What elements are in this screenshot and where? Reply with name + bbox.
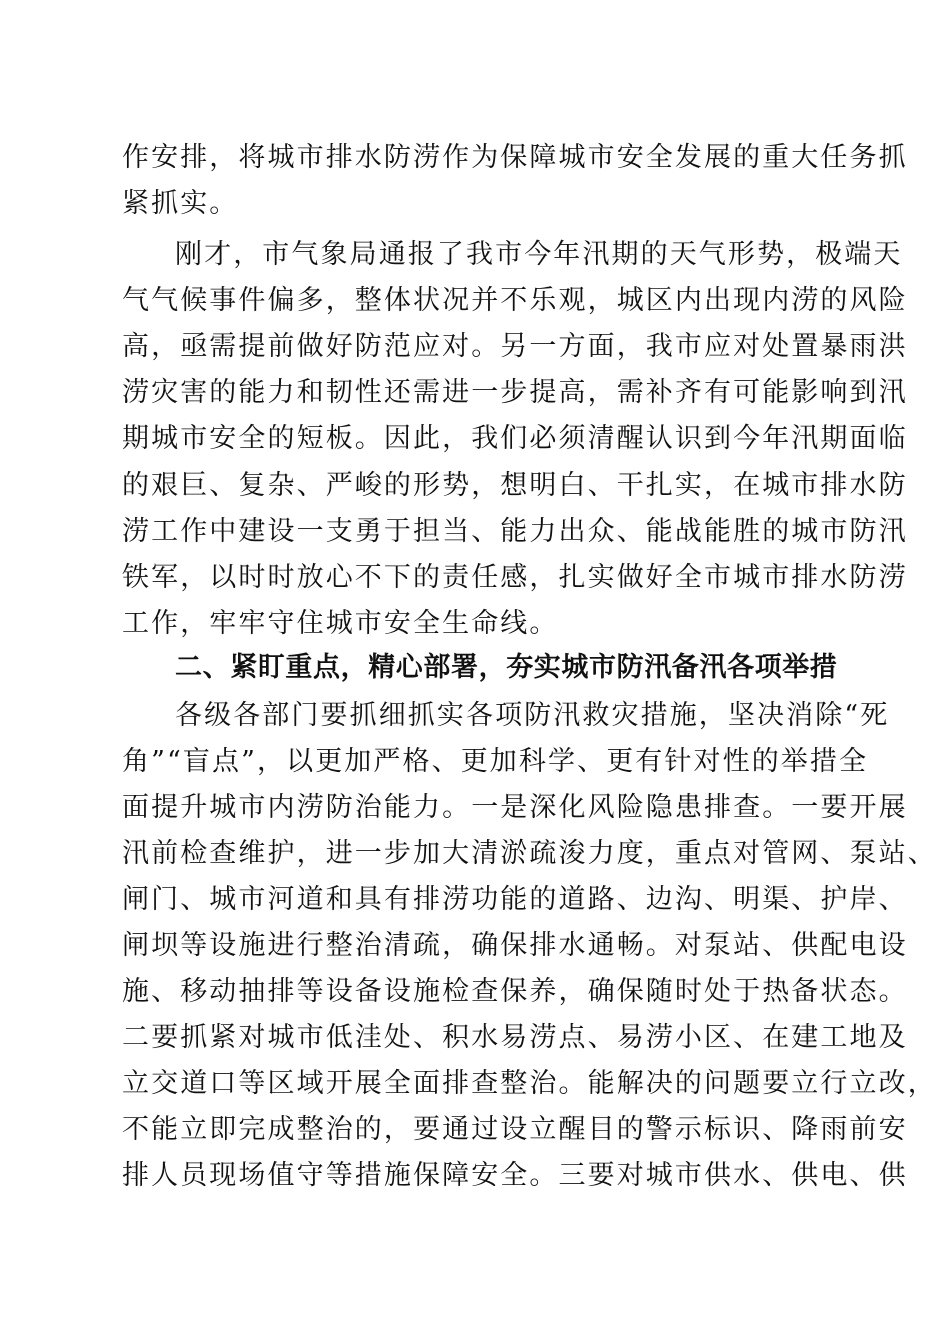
paragraph-line: 铁军，以时时放心不下的责任感，扎实做好全市城市排水防涝 [122,562,908,593]
paragraph-line: 施、移动抽排等设备设施检查保养，确保随时处于热备状态。 [122,976,908,1007]
paragraph-line: 角”“盲点”，以更加严格、更加科学、更有针对性的举措全 [122,746,869,777]
paragraph-line: 闸门、城市河道和具有排涝功能的道路、边沟、明渠、护岸、 [122,884,908,915]
paragraph-line: 期城市安全的短板。因此，我们必须清醒认识到今年汛期面临 [122,423,908,454]
paragraph-line: 涝灾害的能力和韧性还需进一步提高，需补齐有可能影响到汛 [122,377,908,408]
paragraph-line: 高，亟需提前做好防范应对。另一方面，我市应对处置暴雨洪 [122,331,908,362]
paragraph-line: 涝工作中建设一支勇于担当、能力出众、能战能胜的城市防汛 [122,516,908,547]
paragraph-line: 不能立即完成整治的，要通过设立醒目的警示标识、降雨前安 [122,1114,908,1145]
paragraph-line: 立交道口等区域开展全面排查整治。能解决的问题要立行立改， [122,1068,937,1099]
paragraph-line: 各级各部门要抓细抓实各项防汛救灾措施，坚决消除“死 [175,700,890,731]
paragraph-line: 的艰巨、复杂、严峻的形势，想明白、干扎实，在城市排水防 [122,470,908,501]
section-heading: 二、紧盯重点，精心部署，夯实城市防汛备汛各项举措 [175,652,838,683]
paragraph-line: 气气候事件偏多，整体状况并不乐观，城区内出现内涝的风险 [122,285,908,316]
paragraph-line: 作安排，将城市排水防涝作为保障城市安全发展的重大任务抓 [122,142,908,173]
paragraph-line: 面提升城市内涝防治能力。一是深化风险隐患排查。一要开展 [122,792,908,823]
paragraph-line: 闸坝等设施进行整治清疏，确保排水通畅。对泵站、供配电设 [122,930,908,961]
paragraph-line: 二要抓紧对城市低洼处、积水易涝点、易涝小区、在建工地及 [122,1022,908,1053]
paragraph-line: 工作，牢牢守住城市安全生命线。 [122,608,559,639]
paragraph-line: 紧抓实。 [122,188,239,219]
paragraph-line: 排人员现场值守等措施保障安全。三要对城市供水、供电、供 [122,1160,908,1191]
paragraph-line: 汛前检查维护，进一步加大清淤疏浚力度，重点对管网、泵站、 [122,838,937,869]
paragraph-line: 刚才，市气象局通报了我市今年汛期的天气形势，极端天 [175,239,903,270]
